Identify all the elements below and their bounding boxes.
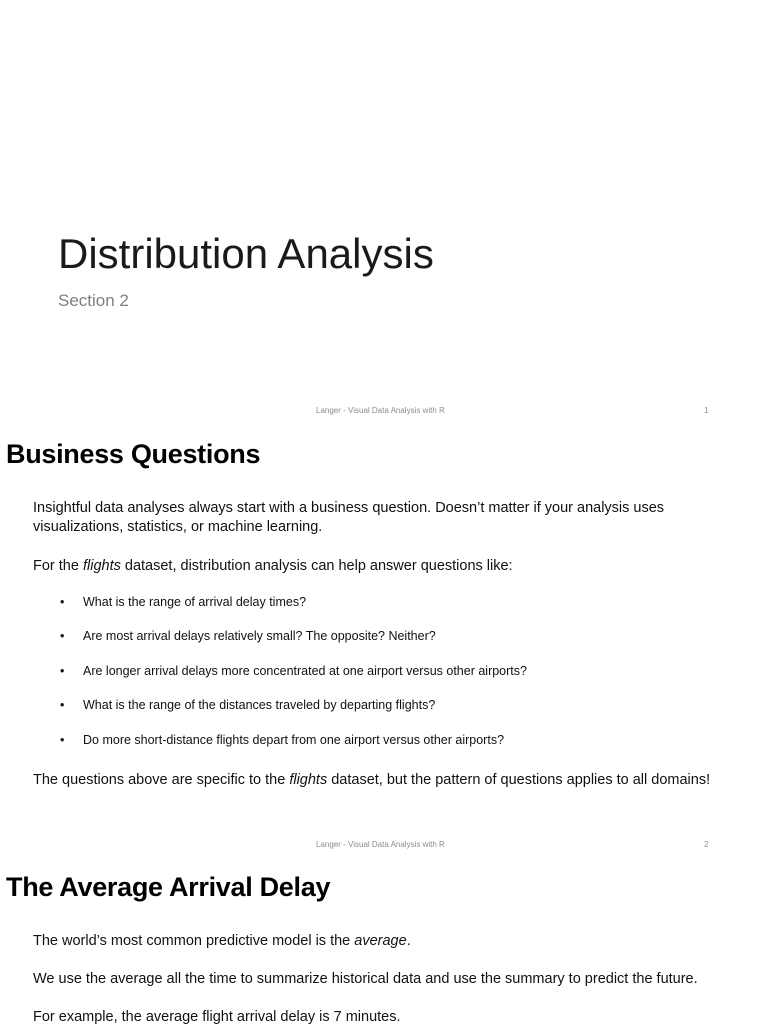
slide-title: Distribution Analysis: [58, 230, 434, 277]
slide-subtitle: Section 2: [58, 291, 129, 310]
closing-dataset-name: flights: [289, 772, 328, 788]
bullet-icon: •: [60, 595, 65, 609]
question-list: [60, 593, 527, 765]
bullet-icon: •: [60, 663, 65, 678]
page-number: 2: [704, 840, 709, 849]
p1-text-after: .: [406, 933, 411, 949]
slide-heading: Business Questions: [6, 439, 261, 469]
list-item: [60, 662, 527, 696]
p1-emphasis: average: [354, 933, 407, 949]
closing-text-before: The questions above are specific to the: [33, 772, 290, 788]
list-item: [60, 731, 527, 765]
bullet-icon: •: [60, 698, 65, 713]
list-item-text: What is the range of arrival delay times?: [83, 595, 307, 609]
closing-text-after: dataset, but the pattern of questions applies to all domains!: [327, 772, 711, 788]
paragraph-1: [33, 932, 733, 951]
footer-text: Langer - Visual Data Analysis with R: [316, 840, 445, 849]
list-item-text: Are most arrival delays relatively small? The opposite? Neither?: [83, 629, 436, 644]
paragraph-3: For example, the average flight arrival delay is 7 minutes.: [33, 1009, 401, 1024]
lead-text-before: For the: [33, 558, 83, 574]
list-item: [60, 627, 527, 661]
list-item: [60, 593, 527, 627]
footer-text: Langer - Visual Data Analysis with R: [316, 406, 445, 415]
page-number: 1: [704, 406, 709, 415]
list-item-text: Do more short-distance flights depart from one airport versus other airports?: [83, 732, 505, 747]
p1-text-before: The world’s most common predictive model is the: [33, 933, 355, 949]
lead-text-after: dataset, distribution analysis can help answer questions like:: [120, 558, 513, 574]
bullet-icon: •: [60, 629, 65, 644]
paragraph-2: We use the average all the time to summarize historical data and use the summary to predict the future.: [33, 971, 698, 987]
slide-2: [0, 433, 768, 866]
lead-dataset-name: flights: [82, 558, 121, 574]
bullet-icon: •: [60, 732, 65, 747]
slide-heading: The Average Arrival Delay: [6, 872, 331, 902]
closing-paragraph: [33, 771, 733, 790]
slide-3: [0, 866, 768, 1024]
list-item-text: Are longer arrival delays more concentrated at one airport versus other airports?: [83, 663, 527, 678]
list-item-text: What is the range of the distances traveled by departing flights?: [83, 698, 436, 713]
list-item: [60, 696, 527, 730]
intro-paragraph: Insightful data analyses always start with a business question. Doesn’t matter if your analysis uses visualizations, statistics, or machine learning.: [33, 500, 665, 535]
lead-paragraph: [33, 557, 733, 576]
slide-1: [0, 0, 768, 433]
